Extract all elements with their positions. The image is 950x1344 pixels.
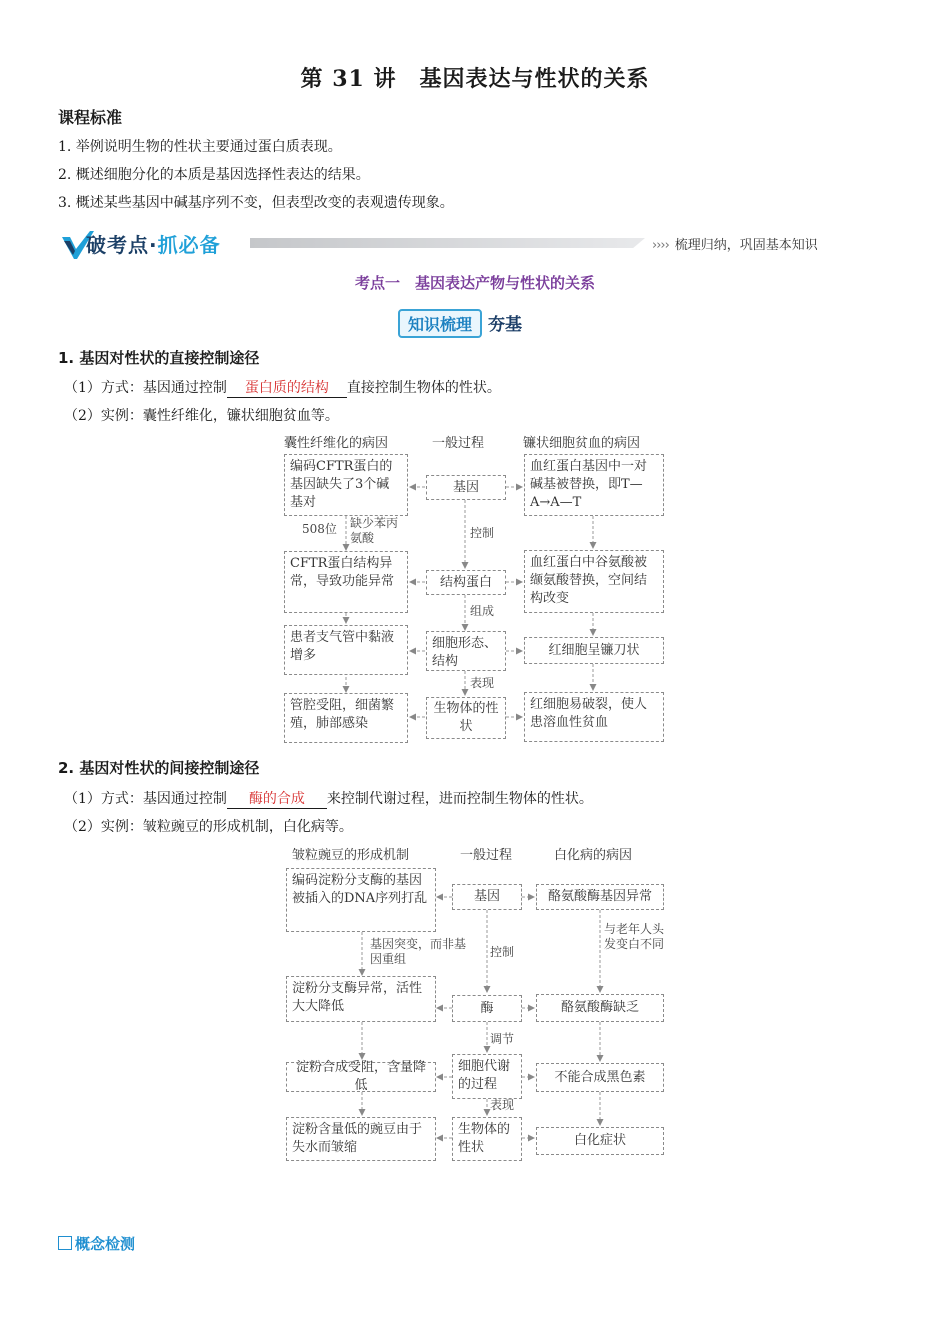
mid-box-trait: 生物体的性状 <box>426 697 506 739</box>
standard-item-2: 2. 概述细胞分化的本质是基因选择性表达的结果。 <box>58 167 370 183</box>
label-express: 表现 <box>470 676 495 690</box>
label-mutation: 基因突变，而非基因重组 <box>370 937 467 966</box>
standard-item-3: 3. 概述某些基因中碱基序列不变，但表型改变的表观遗传现象。 <box>58 195 454 211</box>
section1-method <box>64 377 501 398</box>
answer-blank: 蛋白质的结构 <box>227 377 347 398</box>
col-head-left: 囊性纤维化的病因 <box>284 436 389 451</box>
label2-control: 控制 <box>490 945 515 959</box>
diagram-indirect-control <box>282 842 670 1164</box>
label-missing-phe: 缺少苯丙氨酸 <box>350 516 399 545</box>
mid2-box-metabolism: 细胞代谢的过程 <box>452 1054 522 1099</box>
answer-blank-2: 酶的合成 <box>227 788 327 809</box>
label2-regulate: 调节 <box>490 1032 515 1046</box>
left-box-2: CFTR蛋白结构异常，导致功能异常 <box>284 551 408 613</box>
mid-box-cell: 细胞形态、结构 <box>426 631 506 671</box>
banner-subtitle <box>652 234 818 253</box>
page-title: 第 31 讲 基因表达与性状的关系 <box>300 66 650 92</box>
label-compose: 组成 <box>470 604 495 618</box>
standard-item-1: 1. 举例说明生物的性状主要通过蛋白质表现。 <box>58 139 342 155</box>
concept-check <box>58 1233 135 1254</box>
section2-heading: 2. 基因对性状的间接控制途径 <box>58 759 260 777</box>
label2-express: 表现 <box>490 1098 515 1112</box>
col2-head-right: 白化病的病因 <box>554 848 633 863</box>
left2-box-2: 淀粉分支酶异常，活性大大降低 <box>286 976 436 1022</box>
left2-box-1: 编码淀粉分支酶的基因被插入的DNA序列打乱 <box>286 868 436 932</box>
diagram-direct-control <box>280 430 670 745</box>
mid2-box-enzyme: 酶 <box>452 995 522 1022</box>
mid-box-protein: 结构蛋白 <box>426 570 506 595</box>
right-box-3: 红细胞呈镰刀状 <box>524 637 664 664</box>
mid-box-gene: 基因 <box>426 475 506 500</box>
right-box-2: 血红蛋白中谷氨酸被缬氨酸替换，空间结构改变 <box>524 550 664 613</box>
mid2-box-trait: 生物体的性状 <box>452 1117 522 1161</box>
method-prefix: （1）方式：基因通过控制 <box>64 380 227 396</box>
col2-head-mid: 一般过程 <box>460 848 513 863</box>
banner-title <box>86 229 221 258</box>
left2-box-4: 淀粉含量低的豌豆由于失水而皱缩 <box>286 1117 436 1161</box>
right2-box-1: 酪氨酸酶基因异常 <box>536 884 664 910</box>
col-head-mid: 一般过程 <box>432 436 485 451</box>
method-suffix: 直接控制生物体的性状。 <box>346 380 501 396</box>
standards-heading: 课程标准 <box>58 108 123 127</box>
left-box-4: 管腔受阻，细菌繁殖，肺部感染 <box>284 693 408 743</box>
right2-box-2: 酪氨酸酶缺乏 <box>536 994 664 1022</box>
right-box-4: 红细胞易破裂，使人患溶血性贫血 <box>524 692 664 742</box>
method-prefix-2: （1）方式：基因通过控制 <box>64 791 227 807</box>
left-box-1: 编码CFTR蛋白的基因缺失了3个碱基对 <box>284 454 408 516</box>
concept-check-label: 概念检测 <box>75 1235 136 1253</box>
banner-bar <box>250 238 645 248</box>
banner-title-left: 破考点· <box>86 233 158 257</box>
col-head-right: 镰状细胞贫血的病因 <box>523 436 641 451</box>
banner-subtitle-text: 梳理归纳，巩固基本知识 <box>674 238 818 253</box>
mid2-box-gene: 基因 <box>452 884 522 910</box>
section2-method <box>64 788 593 809</box>
checkbox-square-icon <box>58 1236 72 1250</box>
label-control: 控制 <box>470 526 495 540</box>
right-box-1: 血红蛋白基因中一对碱基被替换，即T—A→A—T <box>524 454 664 516</box>
banner-title-accent: 抓必备 <box>157 233 221 257</box>
section1-heading: 1. 基因对性状的直接控制途径 <box>58 349 260 367</box>
chevrons-icon: ›››› <box>652 238 669 253</box>
col2-head-left: 皱粒豌豆的形成机制 <box>292 848 410 863</box>
method-suffix-2: 来控制代谢过程，进而控制生物体的性状。 <box>326 791 593 807</box>
right2-box-4: 白化症状 <box>536 1127 664 1155</box>
left-box-3: 患者支气管中黏液增多 <box>284 625 408 675</box>
badge-tail: 夯基 <box>488 315 523 335</box>
left2-box-3: 淀粉合成受阻，含量降低 <box>286 1062 436 1092</box>
label-508: 508位 <box>302 522 337 536</box>
label-elderly: 与老年人头发变白不同 <box>604 922 665 951</box>
section2-example: （2）实例：皱粒豌豆的形成机制，白化病等。 <box>64 819 353 835</box>
badge-label: 知识梳理 <box>398 309 482 338</box>
right2-box-3: 不能合成黑色素 <box>536 1063 664 1092</box>
section1-example: （2）实例：囊性纤维化，镰状细胞贫血等。 <box>64 408 339 424</box>
knowledge-badge <box>398 309 522 337</box>
section-title: 考点一 基因表达产物与性状的关系 <box>354 274 595 292</box>
